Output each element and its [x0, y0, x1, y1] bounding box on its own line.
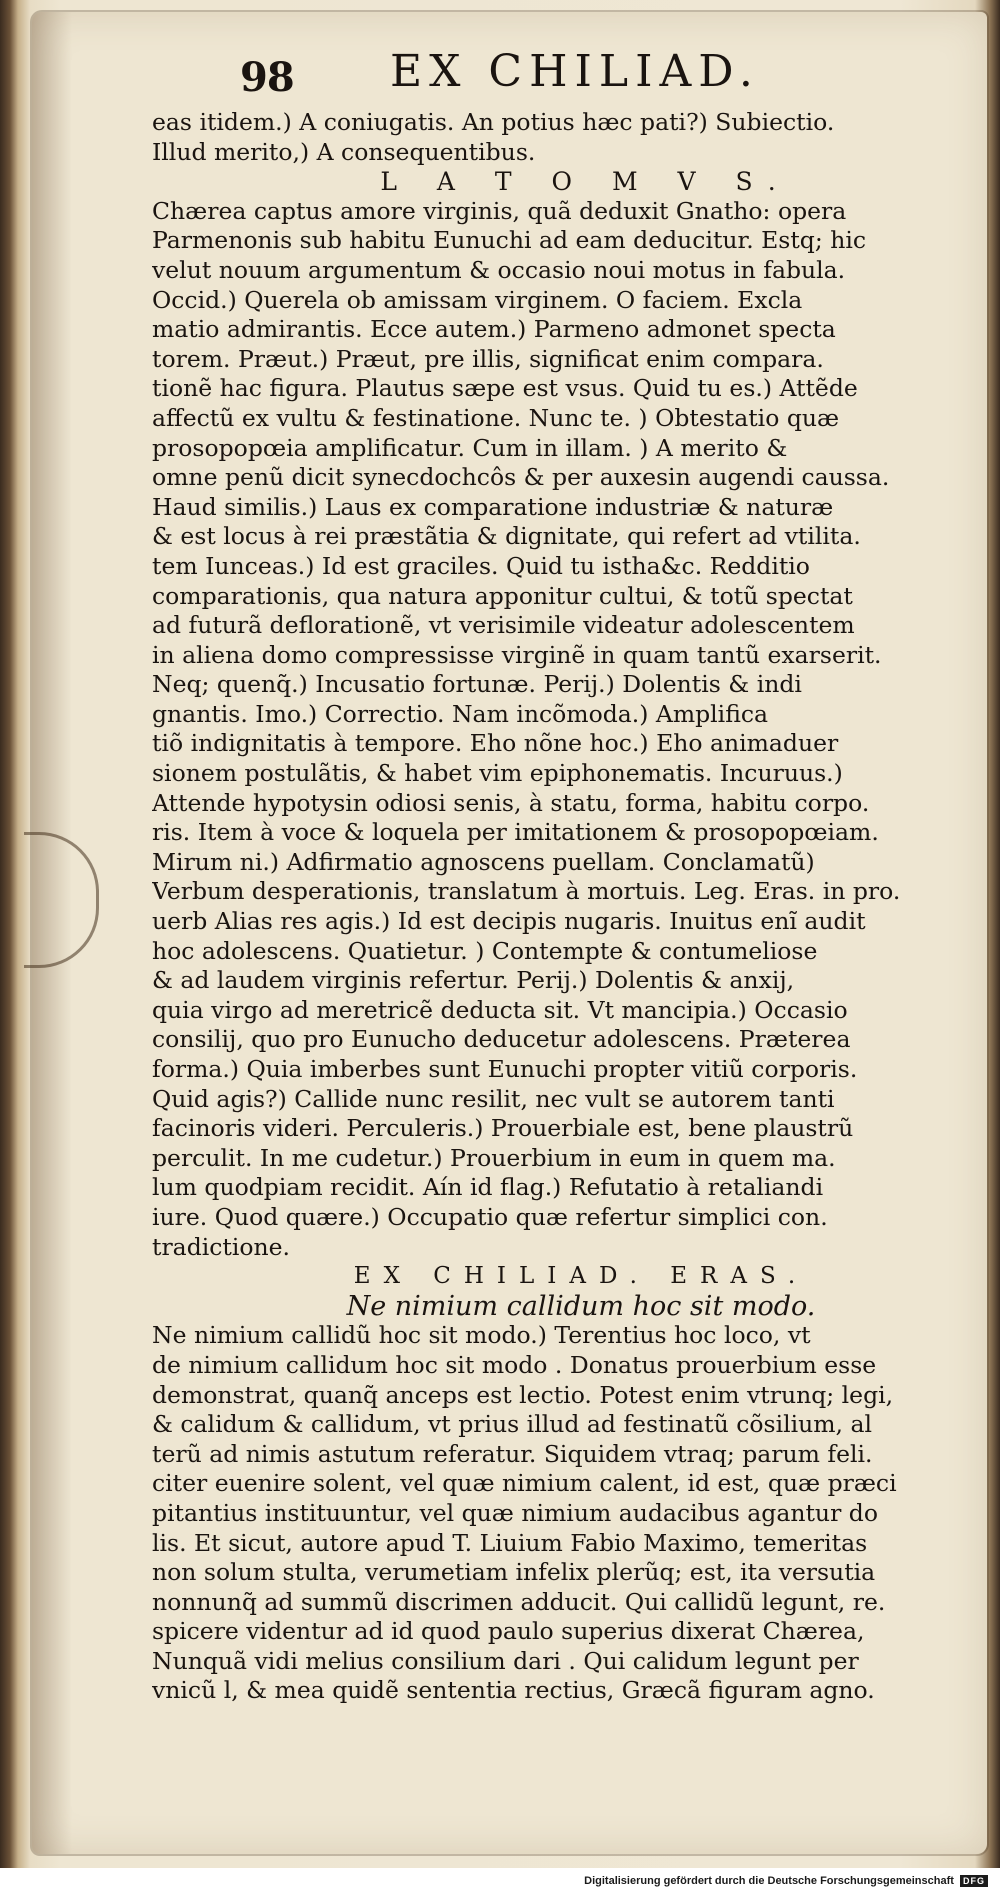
text-line: de nimium callidum hoc sit modo . Donatus prouerbium esse [152, 1350, 877, 1379]
text-line: forma.) Quia imberbes sunt Eunuchi propter vitiũ corporis. [152, 1055, 858, 1083]
text-line: prosopopœia amplificatur. Cum in illam. ) A merito & [152, 433, 788, 462]
text-line: omne penũ dicit synecdochcôs & per auxesin augendi caussa. [152, 463, 890, 492]
text-line: quia virgo ad meretricẽ deducta sit. Vt mancipia.) Occasio [152, 995, 848, 1024]
text-line: Ne nimium callidũ hoc sit modo.) Terentius hoc loco, vt [152, 1321, 811, 1350]
text-line: Attende hypotysin odiosi senis, à statu, forma, habitu corpo. [152, 788, 870, 817]
text-line: demonstrat, quanq̃ anceps est lectio. Potest enim vtrunq; legi, [152, 1380, 894, 1409]
text-line: vnicũ l, & mea quidẽ sententia rectius, Græcã figuram agno. [152, 1676, 875, 1705]
text-line: Haud similis.) Laus ex comparatione industriæ & naturæ [152, 492, 834, 521]
section-heading-latomus: L A T O M V S. [380, 167, 792, 197]
text-line: Nunquã vidi melius consilium dari . Qui calidum legunt per [152, 1646, 859, 1675]
text-line: Verbum desperationis, translatum à mortuis. Leg. Eras. in pro. [152, 877, 901, 906]
text-line: Chærea captus amore virginis, quã deduxit Gnatho: opera [152, 196, 847, 225]
text-line: pitantius instituuntur, vel quæ nimium audacibus agantur do [152, 1498, 878, 1527]
text-line: torem. Præut.) Præut, pre illis, significat enim compara. [152, 344, 824, 373]
page-number: 98 [240, 54, 294, 101]
text-line: consilij, quo pro Eunucho deducetur adolescens. Præterea [152, 1025, 851, 1054]
text-line: Mirum ni.) Adfirmatio agnoscens puellam. Conclamatũ) [152, 847, 815, 876]
text-line: & ad laudem virginis refertur. Perij.) Dolentis & anxij, [152, 966, 795, 995]
credit-text: Digitalisierung gefördert durch die Deutsche Forschungsgemeinschaft [584, 1875, 954, 1887]
text-line: tiõ indignitatis à tempore. Eho nõne hoc.) Eho animaduer [152, 729, 839, 758]
text-line: Occid.) Querela ob amissam virginem. O faciem. Excla [152, 285, 803, 314]
text-line: & est locus à rei præstãtia & dignitate, qui refert ad vtilita. [152, 522, 861, 551]
text-line: citer euenire solent, vel quæ nimium calent, id est, quæ præci [152, 1469, 897, 1498]
text-line: non solum stulta, verumetiam infelix plerũq; est, ita versutia [152, 1558, 876, 1587]
text-line: sionem postulãtis, & habet vim epiphonematis. Incuruus.) [152, 759, 843, 788]
text-line: tem Iunceas.) Id est graciles. Quid tu istha&c. Redditio [152, 551, 810, 580]
text-line: ris. Item à voce & loquela per imitationem & prosopopœiam. [152, 818, 879, 847]
text-line: Neq; quenq̃.) Incusatio fortunæ. Perij.) Dolentis & indi [152, 670, 802, 699]
text-line: comparationis, qua natura apponitur cultui, & totũ spectat [152, 581, 853, 610]
page-header [210, 42, 810, 108]
text-line: lis. Et sicut, autore apud T. Liuium Fabio Maximo, temeritas [152, 1528, 868, 1557]
text-line: uerb Alias res agis.) Id est decipis nugaris. Inuitus enĩ audit [152, 907, 866, 936]
text-line: affectũ ex vultu & festinatione. Nunc te. ) Obtestatio quæ [152, 403, 840, 432]
text-line: ad futurã deflorationẽ, vt verisimile videatur adolescentem [152, 611, 855, 640]
text-line: hoc adolescens. Quatietur. ) Contempte & contumeliose [152, 936, 818, 965]
digitization-credit [582, 1874, 990, 1888]
page-clasp-mark [24, 832, 99, 968]
text-line: eas itidem.) A coniugatis. An potius hæc pati?) Subiectio. [152, 108, 835, 136]
text-line: terũ ad nimis astutum referatur. Siquidem vtraq; parum feli. [152, 1439, 873, 1468]
text-line: spicere videntur ad id quod paulo superius dixerat Chærea, [152, 1617, 865, 1646]
text-line: facinoris videri. Perculeris.) Prouerbiale est, bene plaustrũ [152, 1114, 854, 1143]
text-block [152, 108, 980, 1706]
text-line: perculit. In me cudetur.) Prouerbium in eum in quem ma. [152, 1143, 836, 1172]
text-line: Quid agis?) Callide nunc resilit, nec vult se autorem tanti [152, 1084, 835, 1113]
text-line: Parmenonis sub habitu Eunuchi ad eam deducitur. Estq; hic [152, 226, 867, 255]
proverb-title: Ne nimium callidum hoc sit modo. [346, 1291, 816, 1322]
text-line: & calidum & callidum, vt prius illud ad festinatũ cõsilium, al [152, 1410, 873, 1439]
text-line: gnantis. Imo.) Correctio. Nam incõmoda.) Amplifica [152, 699, 769, 728]
text-line: velut nouum argumentum & occasio noui motus in fabula. [152, 255, 846, 284]
dfg-logo: DFG [960, 1875, 988, 1887]
text-line: in aliena domo compressisse virginẽ in quam tantũ exarserit. [152, 640, 882, 669]
text-line: iure. Quod quære.) Occupatio quæ refertur simplici con. [152, 1202, 828, 1231]
text-line: tradictione. [152, 1232, 291, 1261]
text-line: Illud merito,) A consequentibus. [152, 137, 536, 166]
section-heading-erasmus: EX CHILIAD. ERAS. [353, 1263, 809, 1290]
text-line: tionẽ hac figura. Plautus sæpe est vsus. Quid tu es.) Attẽde [152, 374, 858, 403]
text-line: lum quodpiam recidit. Aín id flag.) Refutatio à retaliandi [152, 1173, 824, 1202]
text-line: nonnunq̃ ad summũ discrimen adducit. Qui callidũ legunt, re. [152, 1587, 886, 1616]
running-head: EX CHILIAD. [390, 46, 760, 97]
text-line: matio admirantis. Ecce autem.) Parmeno admonet specta [152, 315, 836, 344]
